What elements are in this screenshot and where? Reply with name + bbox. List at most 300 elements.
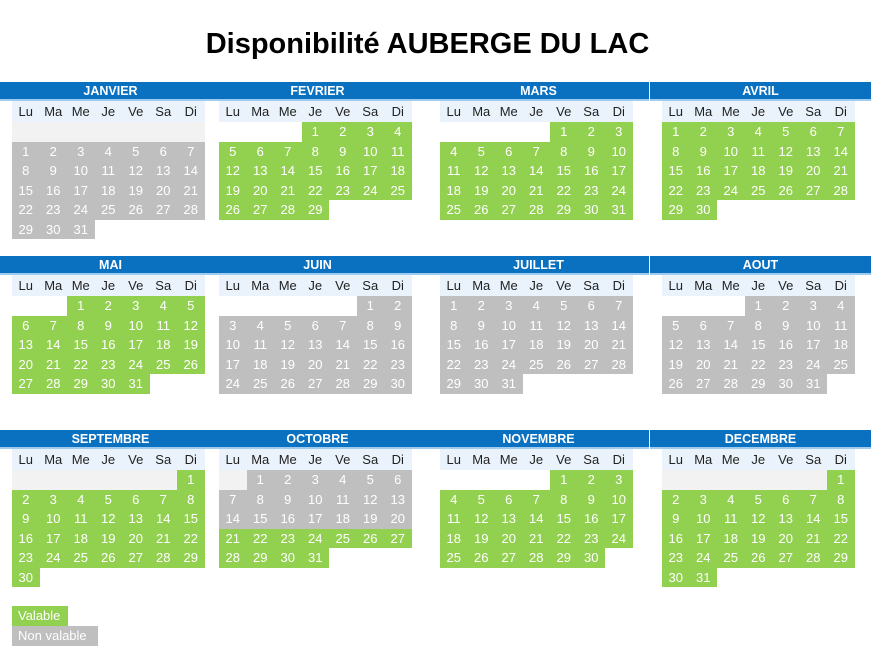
day-available[interactable]: 16 [329,161,357,181]
day-available[interactable]: 24 [605,529,633,549]
day-available[interactable]: 12 [468,509,496,529]
day-available[interactable]: 26 [468,548,496,568]
day-available[interactable]: 14 [40,335,68,355]
day-available[interactable]: 13 [247,161,275,181]
day-available[interactable]: 2 [578,470,606,490]
day-unavailable[interactable]: 1 [440,296,468,316]
day-unavailable[interactable]: 24 [219,374,247,394]
day-available[interactable]: 2 [690,122,718,142]
day-available[interactable]: 18 [150,335,178,355]
day-unavailable[interactable]: 6 [690,316,718,336]
day-unavailable[interactable]: 11 [329,490,357,510]
day-available[interactable]: 3 [605,470,633,490]
day-available[interactable]: 17 [357,161,385,181]
day-available[interactable]: 16 [95,335,123,355]
day-unavailable[interactable]: 23 [468,355,496,375]
day-unavailable[interactable]: 20 [384,509,412,529]
day-available[interactable]: 21 [150,529,178,549]
day-unavailable[interactable]: 3 [302,470,330,490]
day-available[interactable]: 2 [662,490,690,510]
day-unavailable[interactable]: 27 [578,355,606,375]
day-available[interactable]: 13 [800,142,828,162]
day-available[interactable]: 13 [772,509,800,529]
day-unavailable[interactable]: 26 [550,355,578,375]
day-unavailable[interactable]: 2 [274,470,302,490]
day-available[interactable]: 30 [12,568,40,588]
day-available[interactable]: 21 [827,161,855,181]
day-unavailable[interactable]: 10 [219,335,247,355]
day-unavailable[interactable]: 27 [690,374,718,394]
day-available[interactable]: 13 [12,335,40,355]
day-available[interactable]: 30 [662,568,690,588]
day-available[interactable]: 12 [745,509,773,529]
day-unavailable[interactable]: 9 [40,161,68,181]
day-available[interactable]: 30 [690,200,718,220]
day-available[interactable]: 10 [605,490,633,510]
day-available[interactable]: 26 [745,548,773,568]
day-available[interactable]: 26 [95,548,123,568]
day-available[interactable]: 11 [717,509,745,529]
day-unavailable[interactable]: 13 [150,161,178,181]
day-available[interactable]: 16 [662,529,690,549]
day-available[interactable]: 17 [717,161,745,181]
day-available[interactable]: 19 [468,529,496,549]
day-unavailable[interactable]: 16 [384,335,412,355]
day-unavailable[interactable]: 8 [12,161,40,181]
day-available[interactable]: 24 [357,181,385,201]
day-available[interactable]: 6 [12,316,40,336]
day-available[interactable]: 23 [274,529,302,549]
day-available[interactable]: 10 [122,316,150,336]
day-available[interactable]: 28 [219,548,247,568]
day-available[interactable]: 29 [247,548,275,568]
day-available[interactable]: 12 [468,161,496,181]
day-unavailable[interactable]: 22 [357,355,385,375]
day-unavailable[interactable]: 9 [274,490,302,510]
day-unavailable[interactable]: 21 [177,181,205,201]
day-available[interactable]: 4 [150,296,178,316]
day-available[interactable]: 7 [274,142,302,162]
day-unavailable[interactable]: 28 [329,374,357,394]
day-available[interactable]: 11 [384,142,412,162]
day-available[interactable]: 8 [550,142,578,162]
day-unavailable[interactable]: 2 [40,142,68,162]
day-unavailable[interactable]: 9 [384,316,412,336]
day-available[interactable]: 13 [495,509,523,529]
day-unavailable[interactable]: 12 [357,490,385,510]
day-available[interactable]: 23 [95,355,123,375]
day-unavailable[interactable]: 30 [468,374,496,394]
day-unavailable[interactable]: 14 [329,335,357,355]
day-unavailable[interactable]: 11 [95,161,123,181]
day-unavailable[interactable]: 4 [329,470,357,490]
day-unavailable[interactable]: 19 [357,509,385,529]
day-unavailable[interactable]: 2 [772,296,800,316]
day-available[interactable]: 8 [550,490,578,510]
day-available[interactable]: 22 [247,529,275,549]
day-unavailable[interactable]: 11 [827,316,855,336]
day-unavailable[interactable]: 4 [247,316,275,336]
day-available[interactable]: 3 [690,490,718,510]
day-available[interactable]: 22 [302,181,330,201]
day-available[interactable]: 9 [95,316,123,336]
day-unavailable[interactable]: 25 [247,374,275,394]
day-available[interactable]: 31 [302,548,330,568]
day-available[interactable]: 19 [95,529,123,549]
day-unavailable[interactable]: 18 [95,181,123,201]
day-unavailable[interactable]: 29 [357,374,385,394]
day-available[interactable]: 23 [578,529,606,549]
day-available[interactable]: 27 [495,200,523,220]
day-unavailable[interactable]: 25 [827,355,855,375]
day-available[interactable]: 20 [122,529,150,549]
day-unavailable[interactable]: 8 [745,316,773,336]
day-unavailable[interactable]: 7 [329,316,357,336]
day-available[interactable]: 22 [662,181,690,201]
day-unavailable[interactable]: 1 [12,142,40,162]
day-unavailable[interactable]: 18 [247,355,275,375]
day-available[interactable]: 17 [605,161,633,181]
day-unavailable[interactable]: 26 [274,374,302,394]
day-unavailable[interactable]: 21 [329,355,357,375]
day-unavailable[interactable]: 29 [12,220,40,240]
day-unavailable[interactable]: 13 [384,490,412,510]
day-available[interactable]: 11 [745,142,773,162]
day-unavailable[interactable]: 4 [523,296,551,316]
day-available[interactable]: 25 [384,181,412,201]
day-available[interactable]: 1 [67,296,95,316]
day-available[interactable]: 3 [40,490,68,510]
day-unavailable[interactable]: 5 [662,316,690,336]
day-available[interactable]: 6 [122,490,150,510]
day-unavailable[interactable]: 5 [122,142,150,162]
day-available[interactable]: 10 [357,142,385,162]
day-available[interactable]: 13 [495,161,523,181]
day-unavailable[interactable]: 10 [800,316,828,336]
day-unavailable[interactable]: 17 [302,509,330,529]
day-available[interactable]: 11 [67,509,95,529]
day-unavailable[interactable]: 30 [40,220,68,240]
day-available[interactable]: 4 [745,122,773,142]
day-available[interactable]: 22 [550,529,578,549]
day-unavailable[interactable]: 8 [357,316,385,336]
day-available[interactable]: 27 [495,548,523,568]
day-unavailable[interactable]: 3 [800,296,828,316]
day-available[interactable]: 27 [772,548,800,568]
day-available[interactable]: 7 [827,122,855,142]
day-available[interactable]: 1 [550,122,578,142]
day-available[interactable]: 1 [662,122,690,142]
day-unavailable[interactable]: 15 [247,509,275,529]
day-available[interactable]: 23 [329,181,357,201]
day-available[interactable]: 3 [717,122,745,142]
day-available[interactable]: 9 [690,142,718,162]
day-unavailable[interactable]: 22 [12,200,40,220]
day-available[interactable]: 27 [12,374,40,394]
day-available[interactable]: 14 [274,161,302,181]
day-available[interactable]: 6 [495,490,523,510]
day-available[interactable]: 9 [578,142,606,162]
day-unavailable[interactable]: 4 [827,296,855,316]
day-available[interactable]: 3 [605,122,633,142]
day-available[interactable]: 17 [605,509,633,529]
day-unavailable[interactable]: 28 [605,355,633,375]
day-available[interactable]: 18 [440,181,468,201]
day-available[interactable]: 11 [150,316,178,336]
day-available[interactable]: 31 [605,200,633,220]
day-available[interactable]: 31 [690,568,718,588]
day-available[interactable]: 20 [247,181,275,201]
day-available[interactable]: 8 [302,142,330,162]
day-unavailable[interactable]: 23 [40,200,68,220]
day-available[interactable]: 20 [495,529,523,549]
day-available[interactable]: 16 [690,161,718,181]
day-unavailable[interactable]: 3 [219,316,247,336]
day-available[interactable]: 24 [690,548,718,568]
day-available[interactable]: 29 [550,548,578,568]
day-available[interactable]: 24 [40,548,68,568]
day-available[interactable]: 8 [177,490,205,510]
day-available[interactable]: 27 [800,181,828,201]
day-unavailable[interactable]: 8 [247,490,275,510]
day-available[interactable]: 20 [12,355,40,375]
day-available[interactable]: 5 [468,142,496,162]
day-available[interactable]: 7 [150,490,178,510]
day-available[interactable]: 28 [150,548,178,568]
day-unavailable[interactable]: 1 [357,296,385,316]
day-unavailable[interactable]: 7 [717,316,745,336]
day-unavailable[interactable]: 21 [717,355,745,375]
day-available[interactable]: 6 [495,142,523,162]
day-available[interactable]: 26 [468,200,496,220]
day-available[interactable]: 28 [827,181,855,201]
day-available[interactable]: 9 [329,142,357,162]
day-available[interactable]: 4 [717,490,745,510]
day-available[interactable]: 18 [384,161,412,181]
day-unavailable[interactable]: 3 [67,142,95,162]
day-unavailable[interactable]: 16 [40,181,68,201]
day-available[interactable]: 29 [67,374,95,394]
day-unavailable[interactable]: 18 [827,335,855,355]
day-unavailable[interactable]: 24 [800,355,828,375]
day-unavailable[interactable]: 10 [302,490,330,510]
day-available[interactable]: 17 [690,529,718,549]
day-unavailable[interactable]: 23 [384,355,412,375]
day-unavailable[interactable]: 27 [302,374,330,394]
day-available[interactable]: 29 [550,200,578,220]
day-available[interactable]: 2 [578,122,606,142]
day-unavailable[interactable]: 15 [745,335,773,355]
day-available[interactable]: 25 [745,181,773,201]
day-unavailable[interactable]: 10 [67,161,95,181]
day-available[interactable]: 4 [67,490,95,510]
day-available[interactable]: 7 [523,490,551,510]
day-unavailable[interactable]: 25 [95,200,123,220]
day-unavailable[interactable]: 6 [578,296,606,316]
day-available[interactable]: 19 [772,161,800,181]
day-unavailable[interactable]: 27 [150,200,178,220]
day-unavailable[interactable]: 23 [772,355,800,375]
day-available[interactable]: 5 [745,490,773,510]
day-available[interactable]: 6 [800,122,828,142]
day-unavailable[interactable]: 19 [274,355,302,375]
day-available[interactable]: 5 [219,142,247,162]
day-unavailable[interactable]: 2 [468,296,496,316]
day-unavailable[interactable]: 31 [495,374,523,394]
day-unavailable[interactable]: 14 [717,335,745,355]
day-available[interactable]: 26 [772,181,800,201]
day-unavailable[interactable]: 17 [67,181,95,201]
day-unavailable[interactable]: 3 [495,296,523,316]
day-available[interactable]: 23 [12,548,40,568]
day-unavailable[interactable]: 22 [440,355,468,375]
day-unavailable[interactable]: 12 [662,335,690,355]
day-available[interactable]: 19 [745,529,773,549]
day-unavailable[interactable]: 11 [247,335,275,355]
day-unavailable[interactable]: 17 [219,355,247,375]
day-available[interactable]: 22 [67,355,95,375]
day-available[interactable]: 21 [219,529,247,549]
day-available[interactable]: 8 [827,490,855,510]
day-unavailable[interactable]: 5 [550,296,578,316]
day-available[interactable]: 22 [550,181,578,201]
day-available[interactable]: 26 [177,355,205,375]
day-available[interactable]: 9 [12,509,40,529]
day-available[interactable]: 1 [827,470,855,490]
day-unavailable[interactable]: 2 [384,296,412,316]
day-unavailable[interactable]: 24 [67,200,95,220]
day-unavailable[interactable]: 15 [440,335,468,355]
day-available[interactable]: 3 [357,122,385,142]
day-available[interactable]: 29 [827,548,855,568]
day-available[interactable]: 5 [772,122,800,142]
day-available[interactable]: 28 [40,374,68,394]
day-available[interactable]: 18 [67,529,95,549]
day-available[interactable]: 5 [177,296,205,316]
day-available[interactable]: 13 [122,509,150,529]
day-available[interactable]: 23 [662,548,690,568]
day-available[interactable]: 27 [384,529,412,549]
day-available[interactable]: 30 [274,548,302,568]
day-available[interactable]: 21 [800,529,828,549]
day-available[interactable]: 28 [800,548,828,568]
day-available[interactable]: 29 [662,200,690,220]
day-available[interactable]: 25 [67,548,95,568]
day-unavailable[interactable]: 29 [440,374,468,394]
day-available[interactable]: 14 [800,509,828,529]
day-available[interactable]: 30 [578,548,606,568]
day-available[interactable]: 31 [122,374,150,394]
day-available[interactable]: 14 [827,142,855,162]
day-available[interactable]: 16 [578,509,606,529]
day-unavailable[interactable]: 19 [550,335,578,355]
day-unavailable[interactable]: 13 [578,316,606,336]
day-unavailable[interactable]: 6 [150,142,178,162]
day-unavailable[interactable]: 6 [384,470,412,490]
day-unavailable[interactable]: 19 [122,181,150,201]
day-available[interactable]: 15 [662,161,690,181]
day-unavailable[interactable]: 31 [67,220,95,240]
day-available[interactable]: 18 [745,161,773,181]
day-available[interactable]: 8 [662,142,690,162]
day-unavailable[interactable]: 15 [12,181,40,201]
day-available[interactable]: 28 [274,200,302,220]
day-unavailable[interactable]: 25 [523,355,551,375]
day-available[interactable]: 28 [523,548,551,568]
day-unavailable[interactable]: 30 [384,374,412,394]
day-available[interactable]: 15 [550,161,578,181]
day-available[interactable]: 15 [177,509,205,529]
day-unavailable[interactable]: 12 [274,335,302,355]
day-unavailable[interactable]: 4 [95,142,123,162]
day-available[interactable]: 12 [95,509,123,529]
day-available[interactable]: 10 [717,142,745,162]
day-available[interactable]: 28 [523,200,551,220]
day-unavailable[interactable]: 30 [772,374,800,394]
day-unavailable[interactable]: 29 [745,374,773,394]
day-available[interactable]: 20 [800,161,828,181]
day-available[interactable]: 25 [440,200,468,220]
day-unavailable[interactable]: 11 [523,316,551,336]
day-available[interactable]: 5 [468,490,496,510]
day-available[interactable]: 3 [122,296,150,316]
day-available[interactable]: 22 [177,529,205,549]
day-unavailable[interactable]: 31 [800,374,828,394]
day-unavailable[interactable]: 16 [468,335,496,355]
day-available[interactable]: 21 [523,181,551,201]
day-available[interactable]: 10 [40,509,68,529]
day-unavailable[interactable]: 28 [717,374,745,394]
day-unavailable[interactable]: 22 [745,355,773,375]
day-available[interactable]: 22 [827,529,855,549]
day-available[interactable]: 7 [800,490,828,510]
day-available[interactable]: 10 [690,509,718,529]
day-available[interactable]: 27 [247,200,275,220]
day-available[interactable]: 1 [177,470,205,490]
day-available[interactable]: 15 [827,509,855,529]
day-available[interactable]: 15 [67,335,95,355]
day-available[interactable]: 4 [440,142,468,162]
day-unavailable[interactable]: 24 [495,355,523,375]
day-unavailable[interactable]: 8 [440,316,468,336]
day-available[interactable]: 18 [440,529,468,549]
day-available[interactable]: 9 [578,490,606,510]
day-available[interactable]: 14 [523,509,551,529]
day-unavailable[interactable]: 10 [495,316,523,336]
day-available[interactable]: 18 [717,529,745,549]
day-unavailable[interactable]: 12 [550,316,578,336]
day-available[interactable]: 20 [495,181,523,201]
day-unavailable[interactable]: 20 [302,355,330,375]
day-available[interactable]: 25 [717,548,745,568]
day-unavailable[interactable]: 19 [662,355,690,375]
day-available[interactable]: 24 [605,181,633,201]
day-available[interactable]: 24 [717,181,745,201]
day-unavailable[interactable]: 14 [605,316,633,336]
day-available[interactable]: 1 [550,470,578,490]
day-available[interactable]: 21 [523,529,551,549]
day-available[interactable]: 16 [12,529,40,549]
day-available[interactable]: 23 [690,181,718,201]
day-available[interactable]: 2 [329,122,357,142]
day-available[interactable]: 29 [302,200,330,220]
day-available[interactable]: 23 [578,181,606,201]
day-unavailable[interactable]: 7 [219,490,247,510]
day-available[interactable]: 26 [219,200,247,220]
day-available[interactable]: 17 [40,529,68,549]
day-unavailable[interactable]: 14 [177,161,205,181]
day-unavailable[interactable]: 20 [690,355,718,375]
